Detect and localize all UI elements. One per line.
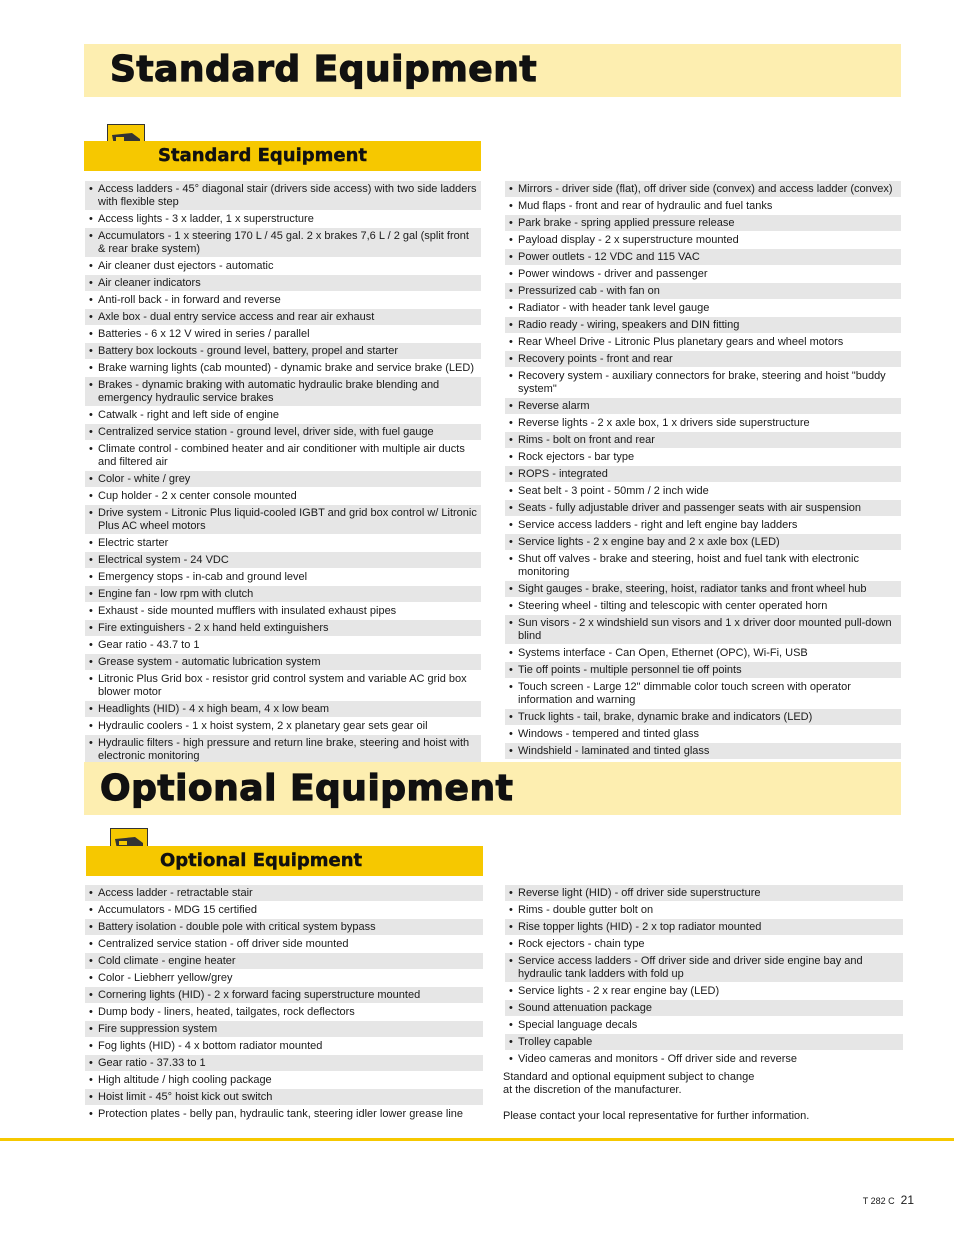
page-number: 21 [900, 1193, 914, 1207]
list-item: • Hoist limit - 45° hoist kick out switch [85, 1089, 483, 1106]
list-item: • Drive system - Litronic Plus liquid-cooled IGBT and grid box control w/ Litronic Plus AC wheel motors [85, 505, 481, 535]
list-item: • Special language decals [505, 1017, 903, 1034]
list-item: • Mirrors - driver side (flat), off driver side (convex) and access ladder (convex) [505, 181, 901, 198]
list-item: • Gear ratio - 37.33 to 1 [85, 1055, 483, 1072]
list-item: • Litronic Plus Grid box - resistor grid control system and variable AC grid box blower motor [85, 671, 481, 701]
list-item: • Rock ejectors - bar type [505, 449, 901, 466]
list-item: • Color - white / grey [85, 471, 481, 488]
optional-banner [84, 762, 901, 815]
standard-list-right [505, 181, 901, 790]
disclaimer-line-1: Standard and optional equipment subject to change [503, 1071, 755, 1083]
list-item: • Grease system - automatic lubrication system [85, 654, 481, 671]
list-item: • Gear ratio - 43.7 to 1 [85, 637, 481, 654]
list-item: • Systems interface - Can Open, Ethernet (OPC), Wi-Fi, USB [505, 645, 901, 662]
optional-section-header [86, 846, 483, 876]
list-item: • Service lights - 2 x engine bay and 2 x axle box (LED) [505, 534, 901, 551]
list-item: • Brake warning lights (cab mounted) - dynamic brake and service brake (LED) [85, 360, 481, 377]
list-item: • Video cameras and monitors - Off driver side and reverse [505, 1051, 903, 1068]
list-item: • Recovery system - auxiliary connectors for brake, steering and hoist "buddy system" [505, 368, 901, 398]
list-item: • Power outlets - 12 VDC and 115 VAC [505, 249, 901, 266]
list-item: • Steering wheel - tilting and telescopic with center operated horn [505, 598, 901, 615]
list-item: • Protection plates - belly pan, hydraulic tank, steering idler lower grease line [85, 1106, 483, 1123]
list-item: • Touch screen - Large 12" dimmable color touch screen with operator information and warning [505, 679, 901, 709]
list-item: • Anti-roll back - in forward and reverse [85, 292, 481, 309]
list-item: • Emergency stops - in-cab and ground level [85, 569, 481, 586]
list-item: • Access ladders - 45° diagonal stair (drivers side access) with two side ladders with flexible step [85, 181, 481, 211]
list-item: • Exhaust - side mounted mufflers with insulated exhaust pipes [85, 603, 481, 620]
list-item: • Electrical system - 24 VDC [85, 552, 481, 569]
list-item: • Seat belt - 3 point - 50mm / 2 inch wide [505, 483, 901, 500]
list-item: • Air cleaner indicators [85, 275, 481, 292]
list-item: • Catwalk - right and left side of engine [85, 407, 481, 424]
standard-banner-title: Standard Equipment [110, 49, 538, 90]
list-item: • Batteries - 6 x 12 V wired in series / parallel [85, 326, 481, 343]
list-item: • Centralized service station - off driver side mounted [85, 936, 483, 953]
optional-section-title: Optional Equipment [160, 850, 363, 871]
list-item: • Engine fan - low rpm with clutch [85, 586, 481, 603]
list-item: • Brakes - dynamic braking with automatic hydraulic brake blending and emergency hydraulic service brakes [85, 377, 481, 407]
list-item: • Color - Liebherr yellow/grey [85, 970, 483, 987]
list-item: • Payload display - 2 x superstructure mounted [505, 232, 901, 249]
list-item: • Access lights - 3 x ladder, 1 x superstructure [85, 211, 481, 228]
optional-list-left [85, 885, 483, 1123]
list-item: • Radio ready - wiring, speakers and DIN fitting [505, 317, 901, 334]
list-item: • Hydraulic filters - high pressure and return line brake, steering and hoist with electronic monitoring [85, 735, 481, 765]
optional-list-right [505, 885, 903, 1068]
page-footer [863, 1193, 914, 1207]
standard-list-left [85, 181, 481, 765]
list-item: • ROPS - integrated [505, 466, 901, 483]
list-item: • Reverse lights - 2 x axle box, 1 x drivers side superstructure [505, 415, 901, 432]
standard-section-title: Standard Equipment [158, 145, 368, 166]
list-item: • Cornering lights (HID) - 2 x forward facing superstructure mounted [85, 987, 483, 1004]
list-item: • Seats - fully adjustable driver and passenger seats with air suspension [505, 500, 901, 517]
list-item: • Reverse alarm [505, 398, 901, 415]
list-item: • Battery isolation - double pole with critical system bypass [85, 919, 483, 936]
document-code: T 282 C [862, 1196, 895, 1206]
list-item: • Accumulators - MDG 15 certified [85, 902, 483, 919]
list-item: • Climate control - combined heater and air conditioner with multiple air ducts and filtered air [85, 441, 481, 471]
optional-banner-title: Optional Equipment [100, 768, 514, 809]
list-item: • Battery box lockouts - ground level, battery, propel and starter [85, 343, 481, 360]
list-item: • Access ladder - retractable stair [85, 885, 483, 902]
list-item: • Trolley capable [505, 1034, 903, 1051]
list-item: • Service access ladders - Off driver side and driver side engine bay and hydraulic tank ladders with fold up [505, 953, 903, 983]
list-item: • Pressurized cab - with fan on [505, 283, 901, 300]
list-item: • Hydraulic coolers - 1 x hoist system, 2 x planetary gear sets gear oil [85, 718, 481, 735]
list-item: • Power windows - driver and passenger [505, 266, 901, 283]
contact-note: Please contact your local representative for further information. [503, 1110, 810, 1122]
list-item: • Truck lights - tail, brake, dynamic brake and indicators (LED) [505, 709, 901, 726]
list-item: • Air cleaner dust ejectors - automatic [85, 258, 481, 275]
list-item: • Recovery points - front and rear [505, 351, 901, 368]
list-item: • Fog lights (HID) - 4 x bottom radiator mounted [85, 1038, 483, 1055]
list-item: • Rims - double gutter bolt on [505, 902, 903, 919]
list-item: • Rock ejectors - chain type [505, 936, 903, 953]
list-item: • Radiator - with header tank level gauge [505, 300, 901, 317]
list-item: • Axle box - dual entry service access and rear air exhaust [85, 309, 481, 326]
list-item: • Rise topper lights (HID) - 2 x top radiator mounted [505, 919, 903, 936]
list-item: • Sound attenuation package [505, 1000, 903, 1017]
list-item: • Service lights - 2 x rear engine bay (LED) [505, 983, 903, 1000]
list-item: • Windows - tempered and tinted glass [505, 726, 901, 743]
disclaimer-line-2: at the discretion of the manufacturer. [503, 1084, 682, 1096]
list-item: • Shut off valves - brake and steering, hoist and fuel tank with electronic monitoring [505, 551, 901, 581]
list-item: • Rear Wheel Drive - Litronic Plus planetary gears and wheel motors [505, 334, 901, 351]
list-item: • Tie off points - multiple personnel tie off points [505, 662, 901, 679]
list-item: • Service access ladders - right and left engine bay ladders [505, 517, 901, 534]
footer-rule [0, 1138, 954, 1141]
list-item: • Sight gauges - brake, steering, hoist, radiator tanks and front wheel hub [505, 581, 901, 598]
standard-section-header [84, 141, 481, 171]
list-item: • Mud flaps - front and rear of hydraulic and fuel tanks [505, 198, 901, 215]
list-item: • Windshield - laminated and tinted glass [505, 743, 901, 760]
list-item: • Electric starter [85, 535, 481, 552]
list-item: • Headlights (HID) - 4 x high beam, 4 x low beam [85, 701, 481, 718]
list-item: • High altitude / high cooling package [85, 1072, 483, 1089]
list-item: • Cold climate - engine heater [85, 953, 483, 970]
list-item: • Fire suppression system [85, 1021, 483, 1038]
standard-banner [84, 44, 901, 97]
list-item: • Park brake - spring applied pressure release [505, 215, 901, 232]
list-item: • Sun visors - 2 x windshield sun visors and 1 x driver door mounted pull-down blind [505, 615, 901, 645]
list-item: • Reverse light (HID) - off driver side superstructure [505, 885, 903, 902]
list-item: • Rims - bolt on front and rear [505, 432, 901, 449]
list-item: • Dump body - liners, heated, tailgates, rock deflectors [85, 1004, 483, 1021]
list-item: • Centralized service station - ground level, driver side, with fuel gauge [85, 424, 481, 441]
list-item: • Accumulators - 1 x steering 170 L / 45 gal. 2 x brakes 7,6 L / 2 gal (split front & rear brake system) [85, 228, 481, 258]
disclaimer-note [503, 1071, 863, 1123]
list-item: • Fire extinguishers - 2 x hand held extinguishers [85, 620, 481, 637]
list-item: • Cup holder - 2 x center console mounted [85, 488, 481, 505]
